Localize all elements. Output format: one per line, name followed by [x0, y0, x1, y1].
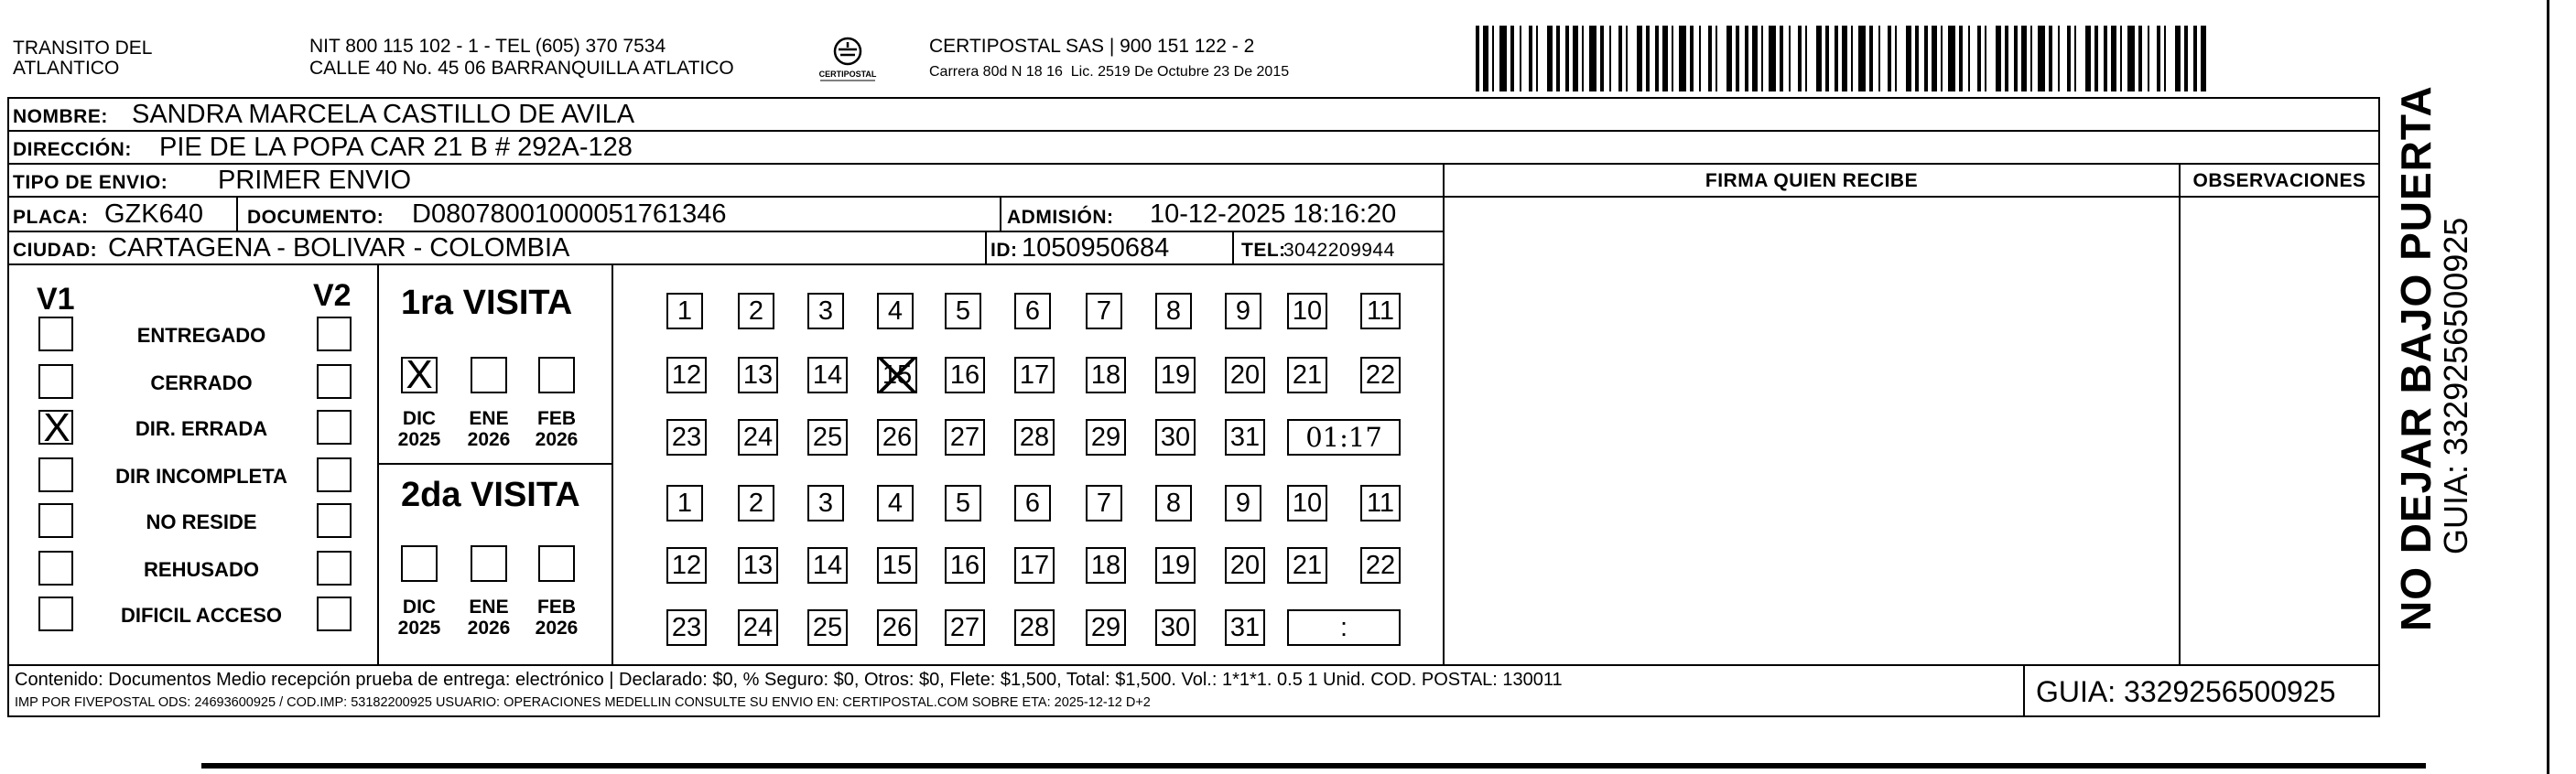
barcode-bar: [1752, 26, 1758, 91]
side-guia: GUIA: 3329256500925: [2437, 217, 2474, 554]
barcode-bar: [2049, 26, 2052, 91]
barcode-bar: [1499, 26, 1507, 91]
barcode-bar: [1996, 26, 2001, 91]
barcode-bar: [1869, 26, 1873, 91]
barcode-bar: [1618, 26, 1622, 91]
second-visit-day-10[interactable]: 10: [1287, 485, 1327, 521]
barcode-bar: [2038, 26, 2045, 91]
barcode-bar: [1626, 26, 1628, 91]
barcode-bar: [2094, 26, 2098, 91]
barcode-bar: [1510, 26, 1514, 91]
barcode-bar: [1798, 26, 1802, 91]
v1-checkbox[interactable]: [38, 551, 73, 586]
first-visit-day-3[interactable]: 3: [807, 293, 844, 329]
second-visit-day-20[interactable]: 20: [1225, 547, 1265, 584]
first-visit-day-17[interactable]: 17: [1014, 357, 1055, 393]
barcode-bar: [1769, 26, 1776, 91]
status-label: REHUSADO: [144, 558, 259, 581]
first-visit-day-1[interactable]: 1: [666, 293, 703, 329]
sender-address-line: CALLE 40 No. 45 06 BARRANQUILLA ATLATICO: [309, 58, 734, 79]
v1-checkbox[interactable]: [38, 364, 73, 399]
ciudad-label: CIUDAD:: [13, 240, 98, 261]
second-visit-day-17[interactable]: 17: [1014, 547, 1055, 584]
v2-checkbox[interactable]: [317, 317, 352, 351]
v1-label: V1: [37, 282, 75, 317]
v1-checkbox[interactable]: [38, 503, 73, 538]
second-visit-day-7[interactable]: 7: [1086, 485, 1122, 521]
sender-nit-line: NIT 800 115 102 - 1 - TEL (605) 370 7534: [309, 36, 666, 57]
barcode-bar: [1547, 26, 1553, 91]
barcode-bar: [1520, 26, 1521, 91]
month-checkbox-feb[interactable]: [538, 545, 575, 582]
month-name: DIC: [402, 597, 437, 618]
barcode-bar: [1858, 26, 1866, 91]
first-visit-day-5[interactable]: 5: [945, 293, 981, 329]
row-nombre: [9, 99, 2378, 132]
status-label: DIR. ERRADA: [135, 417, 268, 440]
second-visit-title: 2da VISITA: [401, 476, 580, 514]
first-visit-day-29[interactable]: 29: [1086, 419, 1126, 456]
barcode-bar: [2014, 26, 2018, 91]
nombre-label: NOMBRE:: [13, 106, 108, 127]
row-tipo-envio: [9, 165, 1445, 198]
signature-area[interactable]: [1446, 199, 2175, 662]
month-label: [529, 408, 584, 450]
month-label: [461, 597, 516, 639]
barcode-bar: [1536, 26, 1538, 91]
barcode-bar: [2138, 26, 2142, 91]
barcode-bar: [2201, 26, 2206, 91]
v2-checkbox[interactable]: [317, 551, 352, 586]
month-year: 2025: [397, 618, 441, 639]
side-warning: NO DEJAR BAJO PUERTA: [2392, 85, 2440, 631]
direccion-value: PIE DE LA POPA CAR 21 B # 292A-128: [159, 133, 633, 162]
second-visit-day-9[interactable]: 9: [1225, 485, 1261, 521]
first-visit-day-6[interactable]: 6: [1014, 293, 1051, 329]
second-visit-day-12[interactable]: 12: [666, 547, 707, 584]
month-checkbox-ene[interactable]: [471, 545, 507, 582]
first-visit-day-27[interactable]: 27: [945, 419, 985, 456]
barcode-bar: [1959, 26, 1963, 91]
second-visit-day-8[interactable]: 8: [1155, 485, 1192, 521]
barcode-bar: [2120, 26, 2122, 91]
v2-checkbox[interactable]: [317, 597, 352, 631]
first-visit-day-7[interactable]: 7: [1086, 293, 1122, 329]
barcode-bar: [1842, 26, 1847, 91]
first-visit-day-4[interactable]: 4: [877, 293, 914, 329]
second-visit-day-24[interactable]: 24: [738, 609, 778, 646]
certipostal-logo: [815, 35, 881, 86]
documento-label: DOCUMENTO:: [247, 207, 384, 228]
tel-value: 3042209944: [1283, 240, 1395, 261]
first-visit-day-19[interactable]: 19: [1155, 357, 1196, 393]
v1-checkbox[interactable]: [38, 405, 73, 450]
right-edge-line: [2547, 0, 2549, 774]
second-visit-day-30[interactable]: 30: [1155, 609, 1196, 646]
barcode-bar: [2074, 26, 2076, 91]
v2-checkbox[interactable]: [317, 457, 352, 492]
firma-header: FIRMA QUIEN RECIBE: [1705, 170, 1919, 191]
barcode-bar: [2030, 26, 2032, 91]
id-label: ID:: [990, 240, 1018, 261]
v2-label: V2: [313, 278, 352, 313]
month-year: 2026: [467, 618, 511, 639]
month-name: FEB: [537, 408, 576, 429]
barcode: [1474, 26, 2206, 91]
barcode-bar: [1589, 26, 1596, 91]
barcode-bar: [1637, 26, 1642, 91]
v2-checkbox[interactable]: [317, 503, 352, 538]
barcode-bar: [1948, 26, 1955, 91]
nombre-value: SANDRA MARCELA CASTILLO DE AVILA: [132, 100, 635, 129]
month-label: [392, 408, 447, 450]
barcode-bar: [1968, 26, 1970, 91]
barcode-bar: [2127, 26, 2135, 91]
first-visit-day-31[interactable]: 31: [1225, 419, 1265, 456]
barcode-bar: [1529, 26, 1532, 91]
tel-label: TEL:: [1241, 240, 1286, 261]
barcode-bar: [2157, 26, 2160, 91]
footer-print-line: IMP POR FIVEPOSTAL ODS: 24693600925 / COD.IMP: 53182200925 USUARIO: OPERACIONES MEDELLIN CONSULTE SU ENVIO EN: CERTIPOSTAL.COM SOBRE ETA: 2025-12-12 D+2: [15, 695, 1151, 710]
barcode-bar: [1816, 26, 1822, 91]
row-placa: [9, 198, 1445, 232]
v1-checkbox[interactable]: [38, 317, 73, 351]
first-visit-day-22[interactable]: 22: [1360, 357, 1401, 393]
barcode-bar: [2193, 26, 2197, 91]
second-visit-day-1[interactable]: 1: [666, 485, 703, 521]
second-visit-day-18[interactable]: 18: [1086, 547, 1126, 584]
placa-value: GZK640: [104, 199, 203, 229]
row-ciudad: [9, 232, 1445, 265]
row-direccion: [9, 132, 2378, 165]
month-name: ENE: [469, 597, 509, 618]
month-label: [461, 408, 516, 450]
second-visit-day-4[interactable]: 4: [877, 485, 914, 521]
barcode-bar: [1573, 26, 1578, 91]
barcode-bar: [1672, 26, 1673, 91]
barcode-bar: [1878, 26, 1880, 91]
barcode-bar: [1789, 26, 1791, 91]
second-visit-day-14[interactable]: 14: [807, 547, 848, 584]
check-mark-icon: X: [43, 405, 70, 450]
month-name: ENE: [469, 408, 509, 429]
barcode-bar: [1977, 26, 1981, 91]
svg-text:CERTIPOSTAL: CERTIPOSTAL: [818, 70, 877, 79]
first-visit-day-12[interactable]: 12: [666, 357, 707, 393]
first-visit-day-20[interactable]: 20: [1225, 357, 1265, 393]
barcode-bar: [1851, 26, 1853, 91]
second-visit-time-box[interactable]: :: [1287, 609, 1401, 646]
month-year: 2026: [535, 429, 579, 450]
second-visit-day-29[interactable]: 29: [1086, 609, 1126, 646]
tipo-envio-value: PRIMER ENVIO: [218, 166, 412, 195]
barcode-bar: [1932, 26, 1937, 91]
first-visit-day-26[interactable]: 26: [877, 419, 917, 456]
barcode-bar: [1609, 26, 1611, 91]
barcode-bar: [1662, 26, 1668, 91]
first-visit-title: 1ra VISITA: [401, 284, 573, 322]
barcode-bar: [1736, 26, 1739, 91]
second-visit-day-2[interactable]: 2: [738, 485, 774, 521]
first-visit-day-9[interactable]: 9: [1225, 293, 1261, 329]
barcode-bar: [1825, 26, 1829, 91]
first-visit-day-28[interactable]: 28: [1014, 419, 1055, 456]
barcode-bar: [2067, 26, 2071, 91]
first-visit-day-11[interactable]: 11: [1360, 293, 1401, 329]
first-visit-day-30[interactable]: 30: [1155, 419, 1196, 456]
barcode-bar: [2111, 26, 2116, 91]
barcode-bar: [1761, 26, 1763, 91]
second-visit-day-31[interactable]: 31: [1225, 609, 1265, 646]
first-visit-day-15[interactable]: 15: [877, 357, 917, 393]
v2-checkbox[interactable]: [317, 410, 352, 445]
check-mark-icon: X: [406, 352, 433, 397]
status-label: ENTREGADO: [136, 324, 266, 347]
barcode-bar: [2164, 26, 2166, 91]
barcode-bar: [1745, 26, 1748, 91]
barcode-bar: [1805, 26, 1807, 91]
second-visit-day-19[interactable]: 19: [1155, 547, 1196, 584]
barcode-bar: [2021, 26, 2027, 91]
barcode-bar: [1985, 26, 1986, 91]
v1-checkbox[interactable]: [38, 457, 73, 492]
first-visit-time-box[interactable]: 01:17: [1287, 419, 1401, 456]
barcode-bar: [1780, 26, 1783, 91]
first-visit-day-24[interactable]: 24: [738, 419, 778, 456]
month-year: 2025: [397, 429, 441, 450]
month-label: [529, 597, 584, 639]
footer-content-line: Contenido: Documentos Medio recepción prueba de entrega: electrónico | Declarado: $0, % Seguro: $0, Otros: $0, Flete: $1,500, Total: $1,500. Vol.: 1*1*1. 0.5 1 Unid. COD. POSTAL: 130011: [15, 670, 1563, 690]
v1-checkbox[interactable]: [38, 597, 73, 631]
observaciones-header: OBSERVACIONES: [2192, 170, 2366, 191]
barcode-bar: [1835, 26, 1838, 91]
first-visit-day-23[interactable]: 23: [666, 419, 707, 456]
barcode-bar: [2175, 26, 2181, 91]
admision-value: 10-12-2025 18:16:20: [1150, 199, 1397, 229]
barcode-bar: [1895, 26, 1897, 91]
barcode-bar: [1679, 26, 1686, 91]
second-visit-day-25[interactable]: 25: [807, 609, 848, 646]
month-name: DIC: [402, 408, 437, 429]
ciudad-value: CARTAGENA - BOLIVAR - COLOMBIA: [108, 233, 570, 263]
month-checkbox-dic[interactable]: [401, 352, 438, 397]
month-name: FEB: [537, 597, 576, 618]
second-visit-day-11[interactable]: 11: [1360, 485, 1401, 521]
barcode-bar: [2148, 26, 2149, 91]
month-year: 2026: [535, 618, 579, 639]
barcode-bar: [1941, 26, 1943, 91]
second-visit-day-23[interactable]: 23: [666, 609, 707, 646]
second-visit-day-27[interactable]: 27: [945, 609, 985, 646]
month-year: 2026: [467, 429, 511, 450]
bottom-rule: [201, 763, 2426, 769]
first-visit-day-10[interactable]: 10: [1287, 293, 1327, 329]
second-visit-day-13[interactable]: 13: [738, 547, 778, 584]
barcode-bar: [2104, 26, 2107, 91]
sender-company: TRANSITO DEL ATLANTICO: [13, 38, 153, 79]
barcode-bar: [1655, 26, 1659, 91]
second-visit-day-28[interactable]: 28: [1014, 609, 1055, 646]
status-label: DIR INCOMPLETA: [115, 465, 287, 488]
barcode-bar: [1716, 26, 1717, 91]
barcode-bar: [1906, 26, 1911, 91]
courier-license-line: Carrera 80d N 18 16 Lic. 2519 De Octubre 23 De 2015: [929, 64, 1290, 80]
second-visit-day-21[interactable]: 21: [1287, 547, 1327, 584]
id-value: 1050950684: [1022, 233, 1170, 263]
status-label: NO RESIDE: [146, 511, 257, 533]
second-visit-day-3[interactable]: 3: [807, 485, 844, 521]
first-visit-day-21[interactable]: 21: [1287, 357, 1327, 393]
barcode-bar: [1600, 26, 1604, 91]
waybill-form: [7, 97, 2380, 717]
first-visit-day-8[interactable]: 8: [1155, 293, 1192, 329]
first-visit-day-13[interactable]: 13: [738, 357, 778, 393]
barcode-bar: [1582, 26, 1584, 91]
second-visit-day-26[interactable]: 26: [877, 609, 917, 646]
first-visit-day-18[interactable]: 18: [1086, 357, 1126, 393]
first-visit-day-16[interactable]: 16: [945, 357, 985, 393]
barcode-bar: [1726, 26, 1732, 91]
month-checkbox-ene[interactable]: [471, 357, 507, 393]
second-visit-day-22[interactable]: 22: [1360, 547, 1401, 584]
courier-name-line: CERTIPOSTAL SAS | 900 151 122 - 2: [929, 36, 1255, 57]
second-visit-day-16[interactable]: 16: [945, 547, 985, 584]
second-visit-day-5[interactable]: 5: [945, 485, 981, 521]
barcode-bar: [1699, 26, 1701, 91]
barcode-bar: [1690, 26, 1694, 91]
first-visit-day-25[interactable]: 25: [807, 419, 848, 456]
placa-label: PLACA:: [13, 207, 89, 228]
barcode-bar: [2085, 26, 2091, 91]
month-label: [392, 597, 447, 639]
tipo-envio-label: TIPO DE ENVIO:: [13, 172, 168, 193]
second-visit-day-6[interactable]: 6: [1014, 485, 1051, 521]
barcode-bar: [1492, 26, 1494, 91]
barcode-bar: [1565, 26, 1569, 91]
status-label: DIFICIL ACCESO: [120, 604, 282, 627]
first-visit-day-2[interactable]: 2: [738, 293, 774, 329]
footer-guia: GUIA: 3329256500925: [2036, 675, 2336, 708]
first-visit-day-14[interactable]: 14: [807, 357, 848, 393]
second-visit-day-15[interactable]: 15: [877, 547, 917, 584]
barcode-bar: [2184, 26, 2188, 91]
barcode-bar: [2005, 26, 2008, 91]
barcode-bar: [1915, 26, 1919, 91]
barcode-bar: [1646, 26, 1650, 91]
barcode-bar: [2058, 26, 2060, 91]
admision-label: ADMISIÓN:: [1007, 207, 1114, 228]
barcode-bar: [1483, 26, 1488, 91]
documento-value: D08078001000051761346: [412, 199, 727, 229]
direccion-label: DIRECCIÓN:: [13, 139, 132, 160]
barcode-bar: [1476, 26, 1479, 91]
barcode-bar: [1708, 26, 1712, 91]
status-label: CERRADO: [150, 371, 253, 394]
v2-checkbox[interactable]: [317, 364, 352, 399]
month-checkbox-dic[interactable]: [401, 545, 438, 582]
barcode-bar: [1924, 26, 1928, 91]
barcode-bar: [1888, 26, 1891, 91]
barcode-bar: [1556, 26, 1560, 91]
month-checkbox-feb[interactable]: [538, 357, 575, 393]
observations-area[interactable]: [2182, 199, 2376, 662]
